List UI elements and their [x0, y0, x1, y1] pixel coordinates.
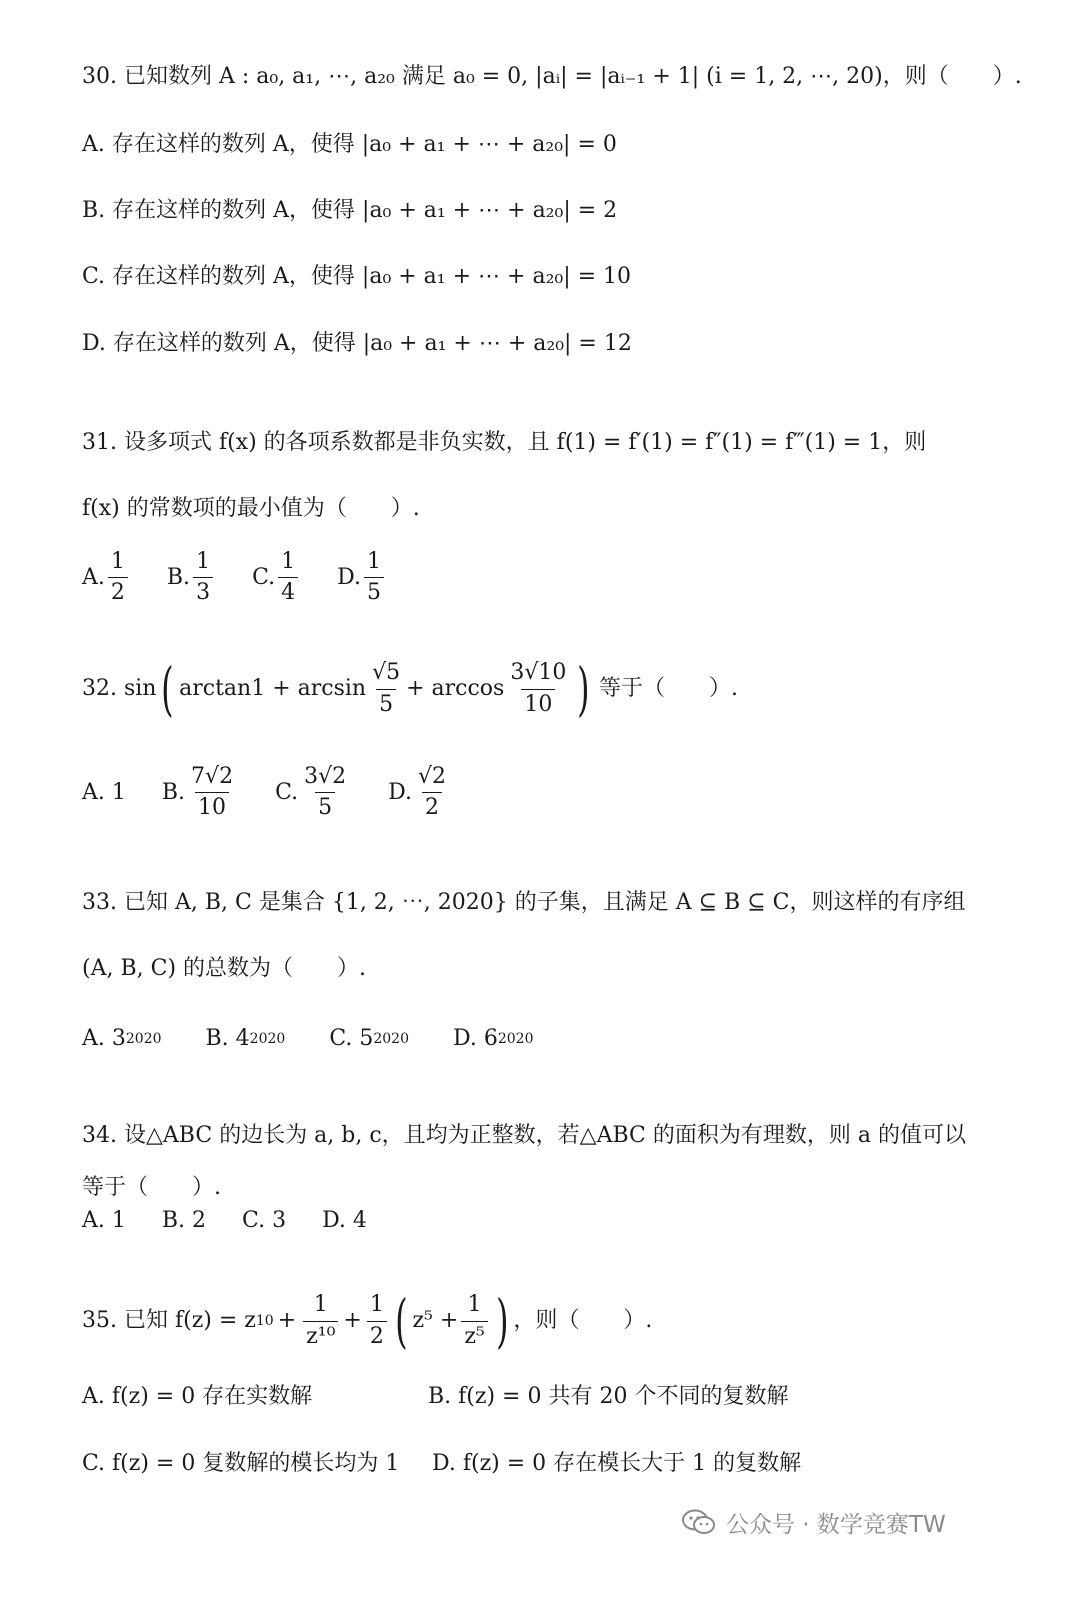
- option-label: C. 5: [329, 1026, 374, 1051]
- denominator: z⁵: [461, 1321, 487, 1349]
- option-label: D.: [388, 779, 412, 805]
- left-paren: (: [161, 655, 175, 723]
- q35-inner-term: z⁵ +: [412, 1308, 459, 1333]
- q32-option-c: [275, 765, 352, 820]
- exponent: 10: [255, 1313, 274, 1329]
- numerator: 3√2: [304, 764, 347, 789]
- q31-options: [82, 550, 423, 605]
- option-label: B.: [166, 564, 191, 590]
- exponent: 2020: [373, 1031, 409, 1047]
- q31-stem-line1: 31. 设多项式 f(x) 的各项系数都是非负实数，且 f(1) = f′(1) = f″(1) = f‴(1) = 1，则: [82, 430, 927, 455]
- denominator: 3: [193, 577, 213, 605]
- fraction: [301, 765, 349, 820]
- q35-option-a: A. f(z) = 0 存在实数解: [82, 1384, 313, 1409]
- q35-suffix: ，则（ ）.: [513, 1308, 653, 1333]
- numerator: 3√10: [510, 660, 567, 686]
- denominator: 5: [315, 792, 335, 820]
- denominator: 10: [195, 792, 229, 820]
- exponent: 2020: [125, 1031, 162, 1047]
- q34-stem-line1: 34. 设△ABC 的边长为 a, b, c，且均为正整数，若△ABC 的面积为有理数，则 a 的值可以: [82, 1123, 966, 1148]
- numerator: 1: [110, 549, 125, 574]
- numerator: 1: [281, 549, 296, 574]
- plus-sign: +: [277, 1308, 297, 1333]
- fraction: [364, 550, 384, 605]
- fraction: [369, 661, 403, 716]
- q30-option-d: D. 存在这样的数列 A，使得 |a₀ + a₁ + ⋯ + a₂₀| = 12: [82, 331, 632, 356]
- right-paren: ): [577, 655, 590, 723]
- fraction: [188, 765, 236, 820]
- q31-option-d: [337, 550, 387, 605]
- fraction: [367, 1293, 387, 1348]
- q31-option-b: [167, 550, 216, 605]
- q32-term1: arctan1 + arcsin: [179, 676, 367, 701]
- option-label: C.: [252, 564, 276, 590]
- numerator: √5: [372, 660, 401, 686]
- q33-stem-line1: 33. 已知 A, B, C 是集合 {1, 2, ⋯, 2020} 的子集，且满足 A ⊆ B ⊆ C，则这样的有序组: [82, 890, 966, 915]
- fraction: [415, 765, 449, 820]
- option-label: A.: [82, 564, 105, 590]
- option-label: D. 6: [453, 1026, 498, 1051]
- numerator: 1: [369, 1292, 384, 1318]
- fraction: [461, 1293, 487, 1348]
- plus-sign: +: [343, 1308, 362, 1333]
- denominator: 2: [422, 792, 442, 820]
- numerator: √2: [417, 764, 446, 789]
- q33-option-d: [453, 1028, 533, 1050]
- q30-stem: 30. 已知数列 A : a₀, a₁, ⋯, a₂₀ 满足 a₀ = 0, |aᵢ| = |aᵢ₋₁ + 1| (i = 1, 2, ⋯, 20)，则（ ）.: [82, 64, 1022, 89]
- fraction: [278, 550, 298, 605]
- exponent: 2020: [497, 1031, 534, 1047]
- q33-options: [82, 1028, 577, 1050]
- denominator: 2: [108, 577, 128, 605]
- denominator: z¹⁰: [303, 1321, 338, 1349]
- q34-options: [82, 1210, 403, 1232]
- q34-option-b: B. 2: [161, 1208, 207, 1233]
- q32-option-a: A. 1: [82, 779, 126, 805]
- q33-option-a: [82, 1028, 162, 1050]
- fraction: [108, 550, 128, 605]
- q32-stem: [82, 655, 738, 723]
- q35-prefix: 35. 已知 f(z) = z: [82, 1308, 256, 1333]
- q35-option-b: B. f(z) = 0 共有 20 个不同的复数解: [428, 1384, 789, 1409]
- q32-term2: + arccos: [406, 676, 505, 701]
- q34-option-d: D. 4: [322, 1208, 367, 1233]
- q33-option-b: [206, 1028, 286, 1050]
- option-label: D.: [337, 564, 361, 590]
- wechat-icon: [682, 1509, 716, 1535]
- watermark: [682, 1502, 946, 1542]
- numerator: 1: [313, 1292, 328, 1318]
- q35-option-c: C. f(z) = 0 复数解的模长均为 1: [82, 1451, 400, 1476]
- q30-option-a: A. 存在这样的数列 A，使得 |a₀ + a₁ + ⋯ + a₂₀| = 0: [82, 132, 617, 157]
- numerator: 1: [366, 549, 381, 574]
- denominator: 4: [278, 577, 298, 605]
- q32-options: [82, 765, 488, 820]
- option-label: B. 4: [205, 1026, 250, 1051]
- exponent: 2020: [249, 1031, 286, 1047]
- q33-stem-line2: (A, B, C) 的总数为（ ）.: [82, 956, 367, 981]
- q34-option-c: C. 3: [242, 1208, 287, 1233]
- left-paren: (: [394, 1287, 408, 1355]
- q32-suffix: 等于（ ）.: [599, 676, 738, 701]
- watermark-text: 公众号 · 数学竞赛TW: [726, 1511, 946, 1538]
- q32-prefix: 32. sin: [82, 676, 157, 701]
- q30-option-b: B. 存在这样的数列 A，使得 |a₀ + a₁ + ⋯ + a₂₀| = 2: [82, 198, 618, 223]
- q35-stem: [82, 1287, 653, 1355]
- numerator: 1: [196, 549, 211, 574]
- fraction: [303, 1293, 338, 1348]
- q31-option-a: [82, 550, 131, 605]
- fraction: [193, 550, 213, 605]
- q30-option-c: C. 存在这样的数列 A，使得 |a₀ + a₁ + ⋯ + a₂₀| = 10: [82, 264, 632, 289]
- denominator: 5: [376, 689, 396, 717]
- q33-option-c: [329, 1028, 409, 1050]
- option-label: C.: [275, 779, 299, 805]
- q31-stem-line2: f(x) 的常数项的最小值为（ ）.: [82, 496, 420, 521]
- numerator: 1: [467, 1292, 482, 1318]
- right-paren: ): [495, 1287, 509, 1355]
- denominator: 5: [364, 577, 384, 605]
- q32-option-b: [162, 765, 239, 820]
- q35-option-d: D. f(z) = 0 存在模长大于 1 的复数解: [432, 1451, 802, 1476]
- option-label: B.: [161, 779, 186, 805]
- fraction: [507, 661, 569, 716]
- denominator: 10: [521, 689, 555, 717]
- numerator: 7√2: [191, 764, 234, 789]
- option-label: A. 3: [82, 1026, 126, 1051]
- q34-option-a: A. 1: [82, 1208, 126, 1233]
- q34-stem-line2: 等于（ ）.: [82, 1175, 221, 1200]
- denominator: 2: [367, 1321, 387, 1349]
- q31-option-c: [252, 550, 301, 605]
- q32-option-d: [388, 765, 452, 820]
